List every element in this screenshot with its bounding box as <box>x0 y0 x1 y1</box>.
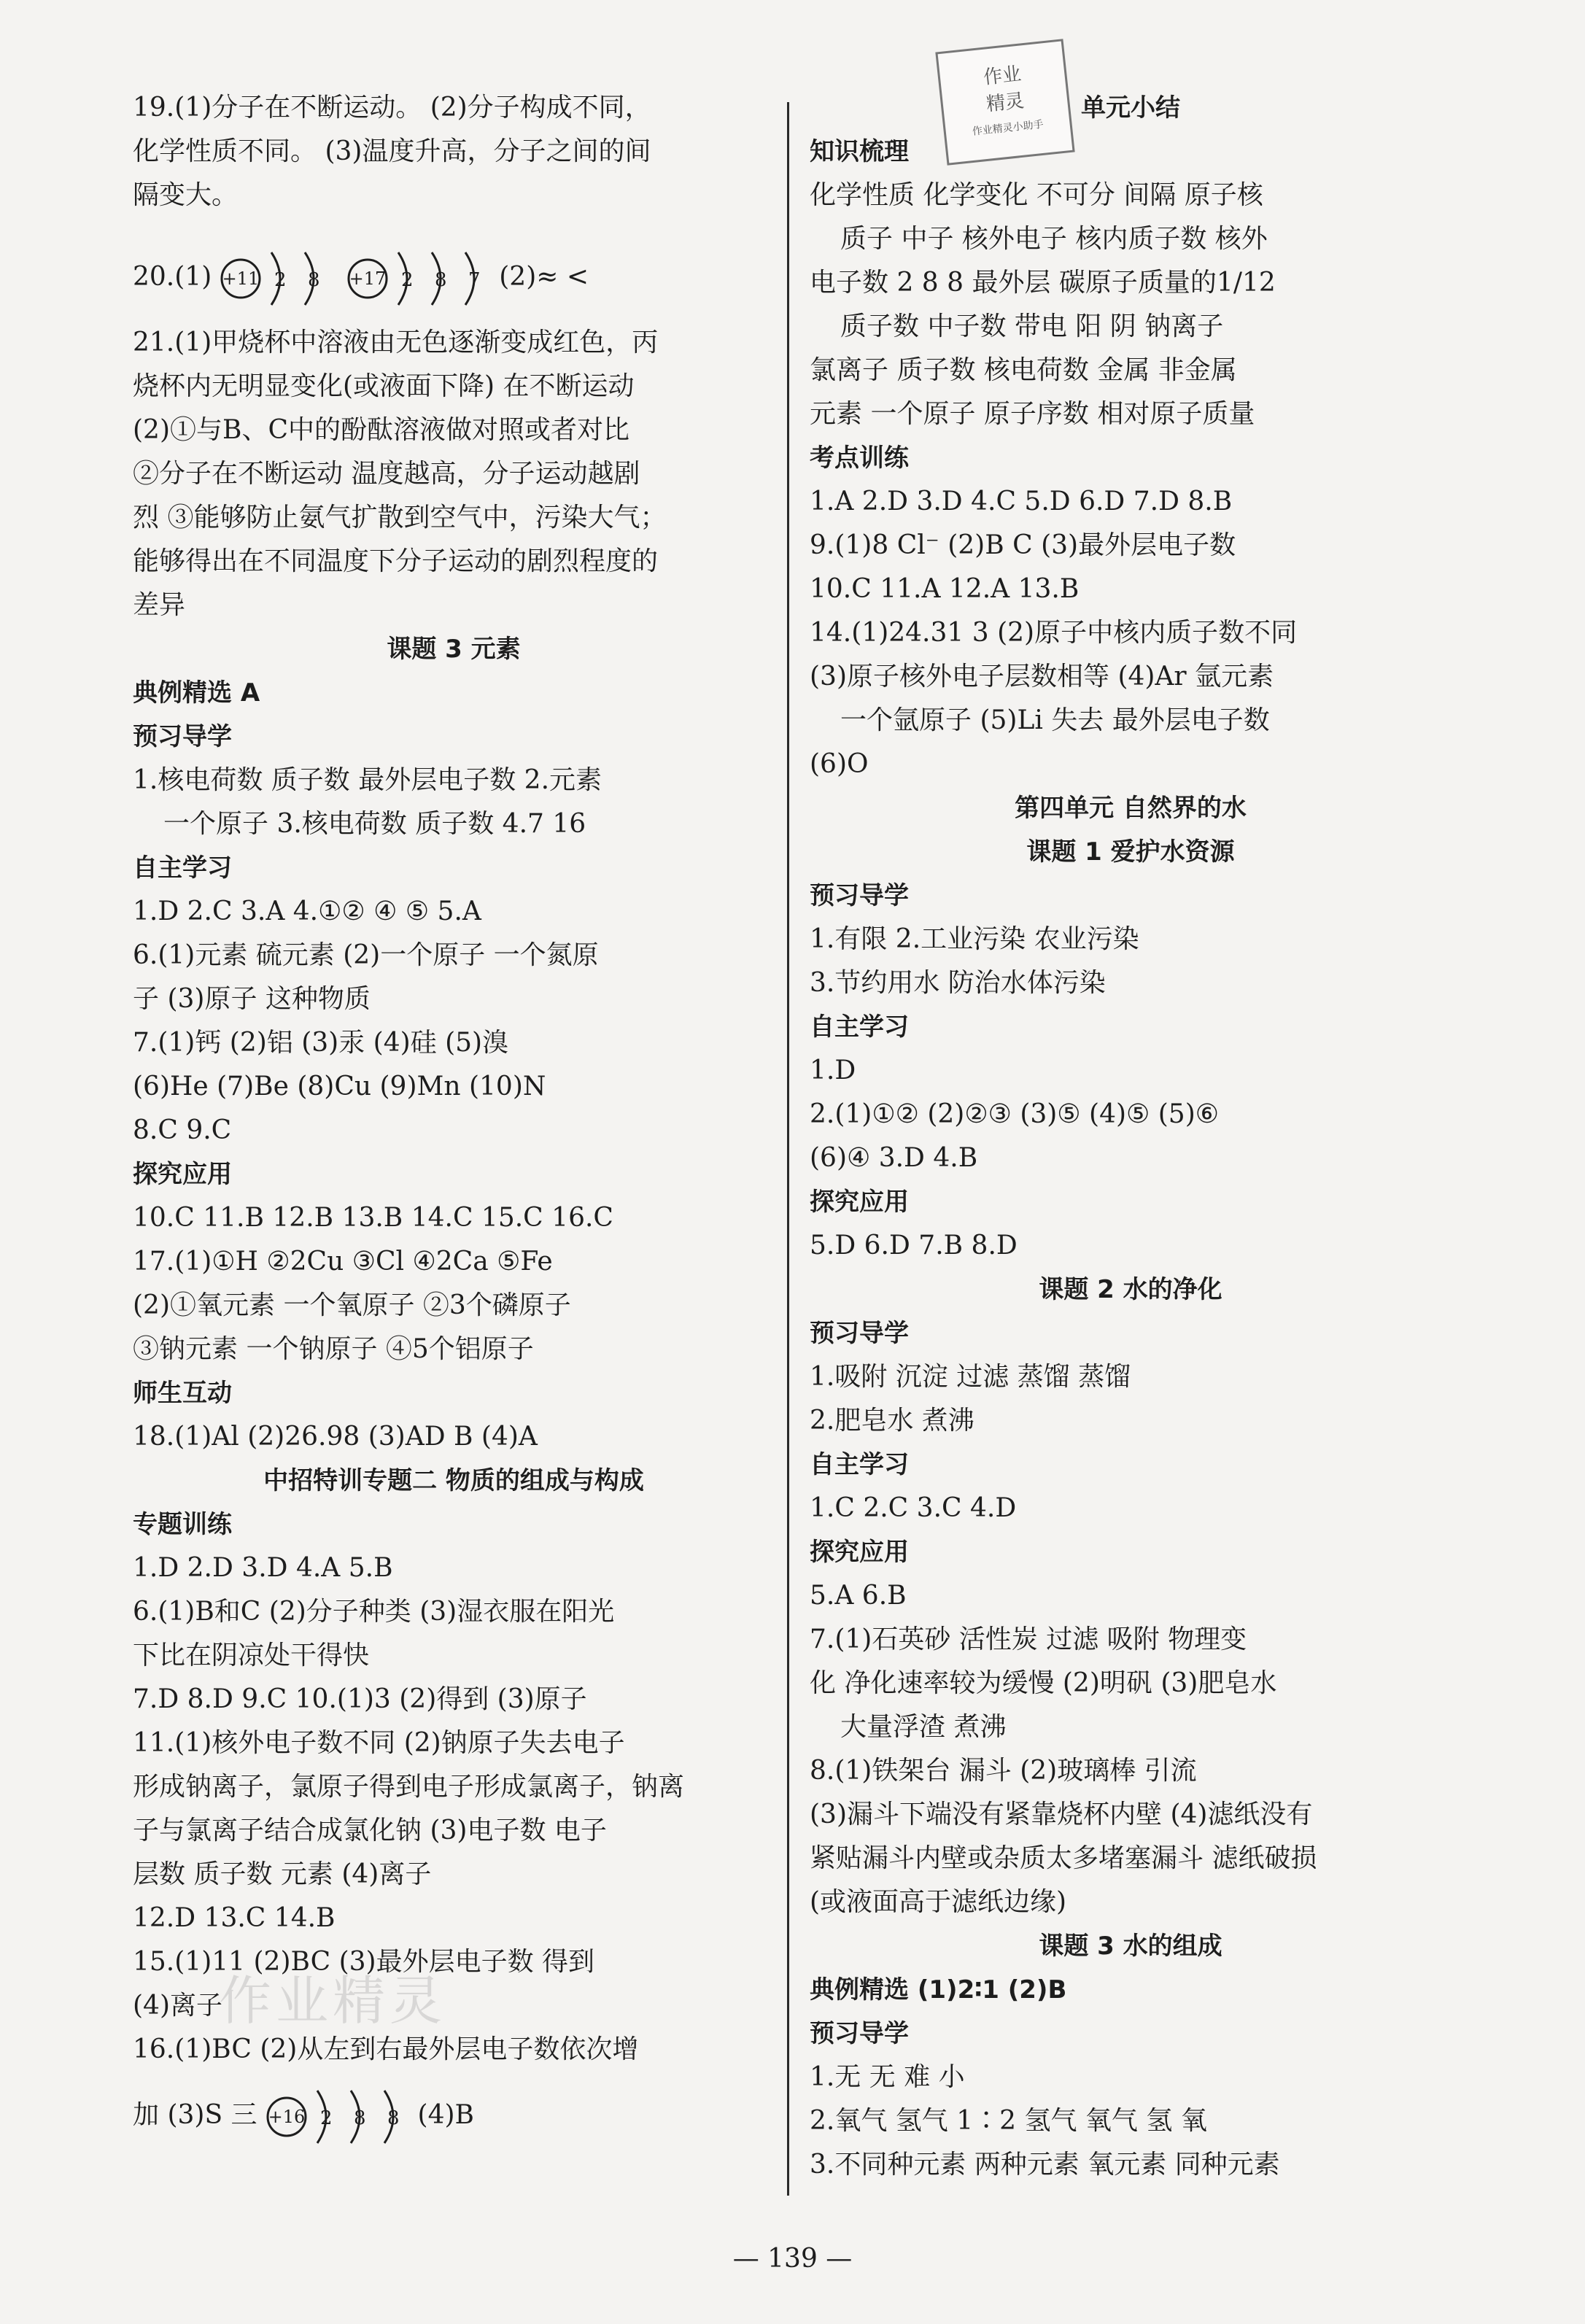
lesson-title: 课题 2 水的净化 <box>1039 1275 1222 1304</box>
section-heading: 专题训练 <box>133 1510 232 1539</box>
answer-line: ③钠元素 一个钠原子 ④5个铝原子 <box>133 1334 534 1364</box>
answer-line: 一个氩原子 (5)Li 失去 最外层电子数 <box>840 705 1270 735</box>
answer-text: 20.(1) <box>133 262 212 292</box>
svg-text:2: 2 <box>274 269 287 291</box>
answer-line: 1.D <box>810 1056 856 1085</box>
answer-line: 11.(1)核外电子数不同 (2)钠原子失去电子 <box>133 1728 625 1758</box>
lesson-title: 课题 3 元素 <box>387 635 521 664</box>
svg-text:2: 2 <box>401 269 414 291</box>
answer-line: 7.D 8.D 9.C 10.(1)3 (2)得到 (3)原子 <box>133 1684 587 1714</box>
answer-line: 化学性质不同。 (3)温度升高，分子之间的间 <box>133 136 651 166</box>
answer-line: 烈 ③能够防止氨气扩散到空气中，污染大气； <box>133 503 667 532</box>
lesson-title: 中招特训专题二 物质的组成与构成 <box>263 1466 644 1495</box>
answer-line: 15.(1)11 (2)BC (3)最外层电子数 得到 <box>133 1947 595 1977</box>
answer-line: 21.(1)甲烧杯中溶液由无色逐渐变成红色，丙 <box>133 328 659 357</box>
answer-line: 下比在阴凉处干得快 <box>133 1641 370 1670</box>
atom-structure-diagram <box>343 242 495 315</box>
answer-line: 电子数 2 8 8 最外层 碳原子质量的1/12 <box>810 268 1276 298</box>
answer-line: 1.吸附 沉淀 过滤 蒸馏 蒸馏 <box>810 1362 1131 1392</box>
answer-line: (4)离子 <box>133 1991 222 2021</box>
answer-line: 5.A 6.B <box>810 1581 907 1611</box>
column-divider <box>787 102 789 2196</box>
answer-line: 1.A 2.D 3.D 4.C 5.D 6.D 7.D 8.B <box>810 487 1233 516</box>
answer-line: 8.C 9.C <box>133 1115 232 1145</box>
section-heading: 探究应用 <box>810 1188 909 1217</box>
section-heading: 考点训练 <box>810 444 909 473</box>
answer-line: 一个原子 3.核电荷数 质子数 4.7 16 <box>163 809 586 839</box>
section-heading: 自主学习 <box>810 1012 909 1042</box>
answer-line: (3)原子核外电子层数相等 (4)Ar 氩元素 <box>810 662 1274 692</box>
answer-line: (6)O <box>810 749 869 779</box>
atom-structure-diagram <box>262 2080 414 2153</box>
svg-text:8: 8 <box>308 269 320 291</box>
answer-line: 1.D 2.C 3.A 4.①② ④ ⑤ 5.A <box>133 896 481 926</box>
answer-line-with-atom-diagram <box>133 233 775 321</box>
lesson-title: 课题 3 水的组成 <box>1039 1932 1222 1961</box>
left-column <box>133 86 775 2159</box>
answer-line: ②分子在不断运动 温度越高，分子运动越剧 <box>133 459 640 489</box>
answer-line: 大量浮渣 煮沸 <box>840 1712 1007 1742</box>
section-heading: 探究应用 <box>133 1160 232 1189</box>
lesson-title: 第四单元 自然界的水 <box>1015 794 1247 823</box>
answer-line: 1.核电荷数 质子数 最外层电子数 2.元素 <box>133 765 602 795</box>
svg-text:7: 7 <box>468 269 481 291</box>
answer-line: 1.C 2.C 3.C 4.D <box>810 1493 1017 1523</box>
section-heading: 典例精选 A <box>133 678 260 708</box>
answer-line: 6.(1)元素 硫元素 (2)一个原子 一个氮原 <box>133 940 599 970</box>
answer-line: 5.D 6.D 7.B 8.D <box>810 1231 1018 1260</box>
answer-line: 质子 中子 核外电子 核内质子数 核外 <box>840 224 1268 254</box>
answer-line-with-atom-diagram <box>133 2072 775 2159</box>
section-heading: 典例精选 (1)2∶1 (2)B <box>810 1975 1067 2005</box>
right-column <box>810 86 1452 2187</box>
svg-text:2: 2 <box>319 2107 333 2129</box>
answer-line: 16.(1)BC (2)从左到右最外层电子数依次增 <box>133 2034 639 2064</box>
answer-line: (6)④ 3.D 4.B <box>810 1143 978 1173</box>
svg-text:8: 8 <box>387 2107 400 2129</box>
answer-line: 19.(1)分子在不断运动。 (2)分子构成不同， <box>133 93 651 123</box>
answer-line: 层数 质子数 元素 (4)离子 <box>133 1859 432 1889</box>
section-heading: 预习导学 <box>810 881 909 910</box>
svg-text:+17: +17 <box>349 268 387 289</box>
section-heading: 自主学习 <box>133 853 232 883</box>
answer-text: (2)≈ < <box>499 262 589 292</box>
answer-line: 2.氧气 氢气 1∶2 氢气 氧气 氢 氧 <box>810 2106 1207 2136</box>
answer-line: 3.不同种元素 两种元素 氧元素 同种元素 <box>810 2150 1280 2180</box>
answer-line: (3)漏斗下端没有紧靠烧杯内壁 (4)滤纸没有 <box>810 1800 1313 1829</box>
svg-text:8: 8 <box>353 2107 366 2129</box>
answer-line: 1.有限 2.工业污染 农业污染 <box>810 924 1139 954</box>
answer-line: 2.(1)①② (2)②③ (3)⑤ (4)⑤ (5)⑥ <box>810 1099 1220 1129</box>
answer-line: 质子数 中子数 带电 阳 阴 钠离子 <box>840 311 1224 341</box>
svg-text:8: 8 <box>435 269 447 291</box>
answer-line: 子 (3)原子 这种物质 <box>133 984 371 1014</box>
answer-line: 6.(1)B和C (2)分子种类 (3)湿衣服在阳光 <box>133 1597 615 1627</box>
answer-line: 氯离子 质子数 核电荷数 金属 非金属 <box>810 355 1237 385</box>
watermark-text: 作业精灵 <box>219 1970 447 2031</box>
answer-line: 1.D 2.D 3.D 4.A 5.B <box>133 1553 393 1583</box>
answer-line: 17.(1)①H ②2Cu ③Cl ④2Ca ⑤Fe <box>133 1247 553 1277</box>
answer-line: 化学性质 化学变化 不可分 间隔 原子核 <box>810 180 1263 210</box>
answer-line: 化 净化速率较为缓慢 (2)明矾 (3)肥皂水 <box>810 1668 1277 1698</box>
answer-line: 8.(1)铁架台 漏斗 (2)玻璃棒 引流 <box>810 1756 1197 1786</box>
answer-line: (6)He (7)Be (8)Cu (9)Mn (10)N <box>133 1072 546 1101</box>
section-heading: 师生互动 <box>133 1379 232 1408</box>
section-heading: 自主学习 <box>810 1450 909 1479</box>
answer-line: 12.D 13.C 14.B <box>133 1903 336 1933</box>
spacer <box>133 217 775 233</box>
section-heading: 预习导学 <box>810 2019 909 2048</box>
answer-line: (2)①氧元素 一个氧原子 ②3个磷原子 <box>133 1290 571 1320</box>
answer-line: 18.(1)Al (2)26.98 (3)AD B (4)A <box>133 1422 538 1452</box>
svg-text:+16: +16 <box>268 2107 305 2127</box>
answer-line: 7.(1)钙 (2)铝 (3)汞 (4)硅 (5)溴 <box>133 1028 509 1058</box>
answer-line: 烧杯内无明显变化(或液面下降) 在不断运动 <box>133 371 635 401</box>
answer-line: 紧贴漏斗内壁或杂质太多堵塞漏斗 滤纸破损 <box>810 1843 1317 1873</box>
atom-structure-diagram <box>216 242 334 315</box>
answer-line: 10.C 11.A 12.A 13.B <box>810 574 1080 604</box>
answer-line: 1.无 无 难 小 <box>810 2062 965 2092</box>
answer-line: 3.节约用水 防治水体污染 <box>810 968 1106 998</box>
svg-text:+11: +11 <box>222 268 260 289</box>
answer-line: 2.肥皂水 煮沸 <box>810 1406 974 1436</box>
answer-line: 7.(1)石英砂 活性炭 过滤 吸附 物理变 <box>810 1624 1247 1654</box>
section-heading: 预习导学 <box>810 1319 909 1348</box>
answer-line: (或液面高于滤纸边缘) <box>810 1887 1067 1917</box>
answer-line: 差异 <box>133 590 186 620</box>
lesson-title: 单元小结 <box>1081 93 1180 123</box>
lesson-title: 课题 1 爱护水资源 <box>1026 837 1235 867</box>
answer-line: 元素 一个原子 原子序数 相对原子质量 <box>810 399 1255 429</box>
answer-text: (4)B <box>417 2100 474 2130</box>
answer-line: 能够得出在不同温度下分子运动的剧烈程度的 <box>133 546 659 576</box>
answer-line: 子与氯离子结合成氯化钠 (3)电子数 电子 <box>133 1816 607 1845</box>
answer-text: 加 (3)S 三 <box>133 2100 257 2130</box>
answer-line: 隔变大。 <box>133 180 239 210</box>
answer-line: 9.(1)8 Cl⁻ (2)B C (3)最外层电子数 <box>810 530 1236 560</box>
answer-line: 10.C 11.B 12.B 13.B 14.C 15.C 16.C <box>133 1203 613 1233</box>
section-heading: 知识梳理 <box>810 137 909 166</box>
answer-line: 14.(1)24.31 3 (2)原子中核内质子数不同 <box>810 618 1298 648</box>
section-heading: 探究应用 <box>810 1538 909 1567</box>
publisher-stamp: 作业 精灵 作业精灵小助手 <box>935 39 1074 166</box>
answer-line: (2)①与B、C中的酚酞溶液做对照或者对比 <box>133 415 629 445</box>
answer-line: 形成钠离子，氯原子得到电子形成氯离子，钠离 <box>133 1772 685 1802</box>
page-number: — 139 — <box>732 2244 853 2274</box>
section-heading: 预习导学 <box>133 722 232 751</box>
